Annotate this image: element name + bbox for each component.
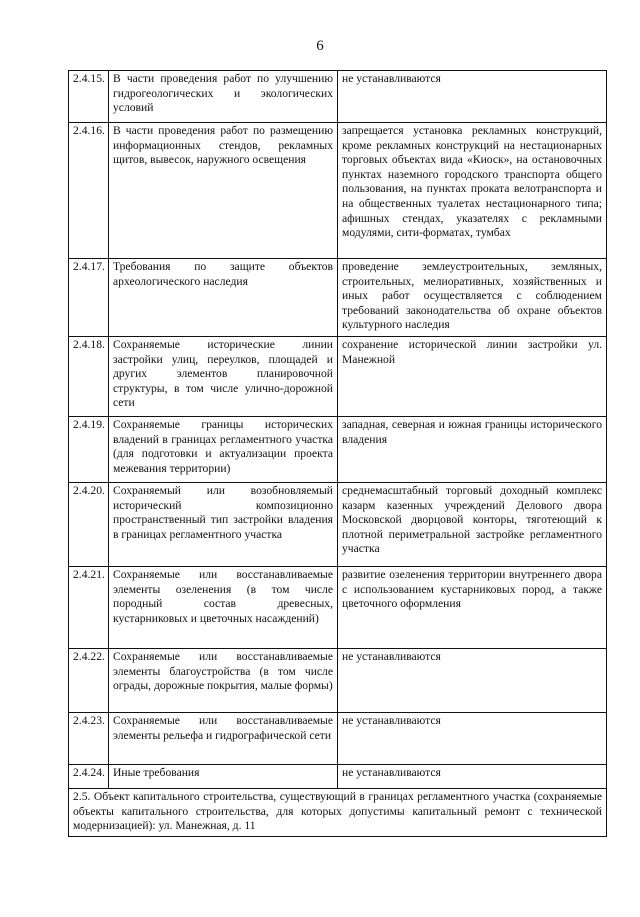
requirement-value: не устанавливаются	[338, 71, 607, 123]
table-row	[69, 789, 607, 837]
table-row	[69, 567, 607, 649]
table-row	[69, 765, 607, 789]
requirement-name: В части проведения работ по размещению информационных стендов, рекламных щитов, вывесок, наружного освещения	[109, 123, 338, 259]
requirement-value: западная, северная и южная границы исторического владения	[338, 417, 607, 483]
page-number: 6	[316, 38, 324, 54]
requirement-name: Сохраняемые или восстанавливаемые элементы благоустройства (в том числе ограды, дорожные покрытия, малые формы)	[109, 649, 338, 713]
table-row	[69, 71, 607, 123]
table-row	[69, 337, 607, 417]
table-row	[69, 123, 607, 259]
requirement-value: сохранение исторической линии застройки ул. Манежной	[338, 337, 607, 417]
requirement-value: запрещается установка рекламных конструкций, кроме рекламных конструкций на нестационарных торговых объектах вида «Киоск», на остановочных пунктах наземного городского транспорта общего пользования, на пунктах проката велотранспорта и на общественных туалетах нестационарного типа; афишных стендах, указателях с рекламными модулями, сити-форматах, тумбах	[338, 123, 607, 259]
row-number: 2.4.23.	[69, 713, 109, 765]
requirement-value: не устанавливаются	[338, 649, 607, 713]
row-number: 2.4.20.	[69, 483, 109, 567]
table-row	[69, 483, 607, 567]
requirement-name: Сохраняемые или восстанавливаемые элементы озеленения (в том числе породный состав древесных, кустарниковых и цветочных насаждений)	[109, 567, 338, 649]
requirement-name: Сохраняемые границы исторических владений в границах регламентного участка (для подготовки и актуализации проекта межевания территории)	[109, 417, 338, 483]
requirement-value: не устанавливаются	[338, 713, 607, 765]
requirement-value: развитие озеленения территории внутреннего двора с использованием кустарниковых пород, а также цветочного оформления	[338, 567, 607, 649]
requirement-value: среднемасштабный торговый доходный комплекс казарм казенных учреждений Делового двора Московской дворцовой конторы, тяготеющий к плотной периметральной застройке регламентного участка	[338, 483, 607, 567]
row-number: 2.4.18.	[69, 337, 109, 417]
requirement-name: В части проведения работ по улучшению гидрогеологических и экологических условий	[109, 71, 338, 123]
row-number: 2.4.15.	[69, 71, 109, 123]
capital-construction-note: 2.5. Объект капитального строительства, существующий в границах регламентного участка (сохраняемые объекты капитального строительства, для которых допустимы капитальный ремонт с технической модернизацией): ул. Манежная, д. 11	[69, 789, 607, 837]
requirement-name: Сохраняемые исторические линии застройки улиц, переулков, площадей и других элементов планировочной структуры, в том числе улично-дорожной сети	[109, 337, 338, 417]
table-row	[69, 713, 607, 765]
requirement-value: не устанавливаются	[338, 765, 607, 789]
requirement-name: Иные требования	[109, 765, 338, 789]
requirement-name: Требования по защите объектов археологического наследия	[109, 259, 338, 337]
table-row	[69, 259, 607, 337]
row-number: 2.4.16.	[69, 123, 109, 259]
table-row	[69, 649, 607, 713]
row-number: 2.4.21.	[69, 567, 109, 649]
table-row	[69, 417, 607, 483]
requirement-name: Сохраняемые или восстанавливаемые элементы рельефа и гидрографической сети	[109, 713, 338, 765]
requirement-value: проведение землеустроительных, земляных, строительных, мелиоративных, хозяйственных и иных работ осуществляется с соблюдением требований законодательства об охране объектов культурного наследия	[338, 259, 607, 337]
row-number: 2.4.19.	[69, 417, 109, 483]
regulations-table	[68, 70, 607, 837]
row-number: 2.4.24.	[69, 765, 109, 789]
row-number: 2.4.17.	[69, 259, 109, 337]
requirement-name: Сохраняемый или возобновляемый исторический композиционно пространственный тип застройки владения в границах регламентного участка	[109, 483, 338, 567]
row-number: 2.4.22.	[69, 649, 109, 713]
